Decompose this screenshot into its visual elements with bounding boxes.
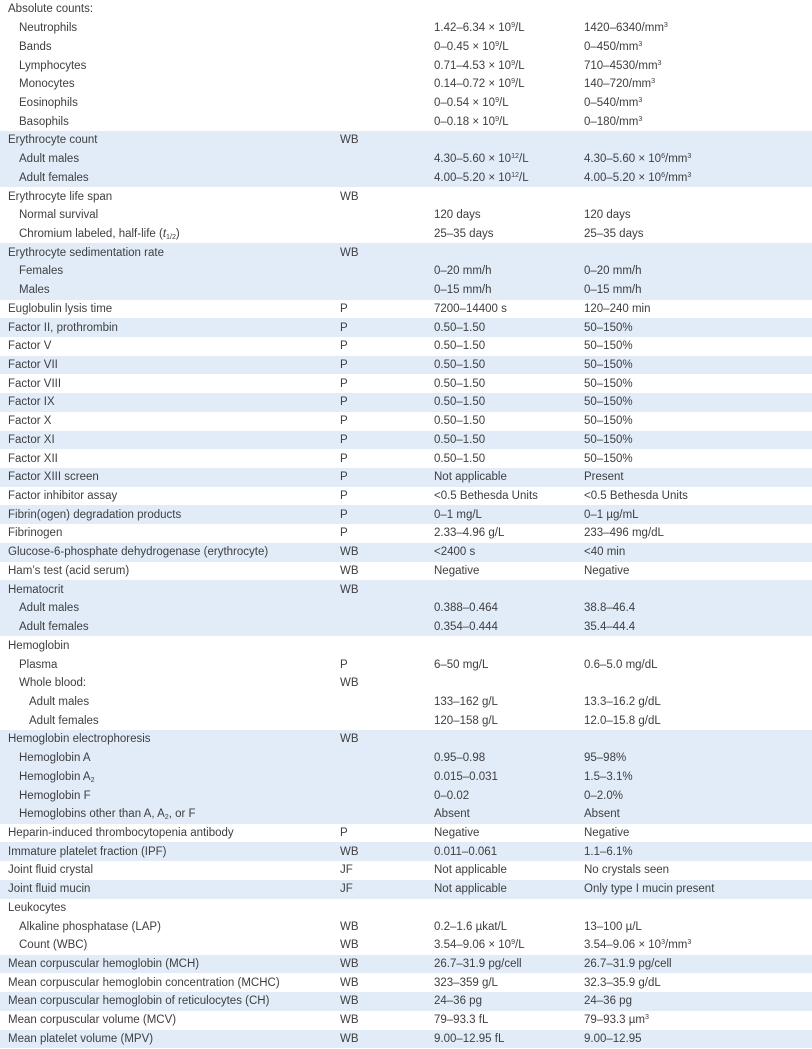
si-units-cell: 0–15 mm/h xyxy=(434,284,492,297)
test-name-cell: Females xyxy=(19,265,64,278)
specimen-cell: P xyxy=(340,527,348,540)
si-units-cell: 0–0.02 xyxy=(434,789,470,802)
test-name-cell: Adult males xyxy=(19,602,80,615)
test-name-cell: Hemoglobin electrophoresis xyxy=(8,733,151,746)
specimen-cell: WB xyxy=(340,845,359,858)
table-row xyxy=(0,618,812,637)
conventional-units-cell: 32.3–35.9 g/dL xyxy=(584,976,661,989)
test-name-cell: Hemoglobin F xyxy=(19,789,91,802)
test-name-cell: Mean corpuscular hemoglobin (MCH) xyxy=(8,958,200,971)
si-units-cell: 0.95–0.98 xyxy=(434,752,486,765)
si-units-cell: 2.33–4.96 g/L xyxy=(434,527,505,540)
si-units-cell: Absent xyxy=(434,808,470,821)
si-units-cell: $0.14-0.72 \times 10^9/L$ xyxy=(434,78,525,91)
conventional-units-cell: 35.4–44.4 xyxy=(584,621,636,634)
table-row xyxy=(0,281,812,300)
conventional-units-cell: 120 days xyxy=(584,209,631,222)
test-name-cell: Factor inhibitor assay xyxy=(8,490,118,503)
specimen-cell: WB xyxy=(340,1032,359,1045)
specimen-cell: WB xyxy=(340,995,359,1008)
specimen-cell: P xyxy=(340,302,348,315)
test-name-cell: Chromium labeled, half-life $(t_{1/2})$ xyxy=(19,227,180,240)
test-name-cell: Joint fluid crystal xyxy=(8,864,94,877)
specimen-cell: WB xyxy=(340,976,359,989)
si-units-cell: 0.50–1.50 xyxy=(434,433,486,446)
table-row xyxy=(0,19,812,38)
si-units-cell: 24–36 pg xyxy=(434,995,482,1008)
test-name-cell: Ham’s test (acid serum) xyxy=(8,564,130,577)
table-row xyxy=(0,112,812,131)
test-name-cell: Absolute counts: xyxy=(8,3,94,16)
table-row xyxy=(0,899,812,918)
table-row xyxy=(0,767,812,786)
specimen-cell: P xyxy=(340,508,348,521)
conventional-units-cell: 0–2.0% xyxy=(584,789,624,802)
table-row xyxy=(0,992,812,1011)
conventional-units-cell: 120–240 min xyxy=(584,302,651,315)
test-name-cell: Heparin-induced thrombocytopenia antibody xyxy=(8,826,234,839)
table-row xyxy=(0,206,812,225)
table-row xyxy=(0,431,812,450)
specimen-cell: WB xyxy=(340,677,359,690)
conventional-units-cell: Present xyxy=(584,471,624,484)
si-units-cell: 26.7–31.9 pg/cell xyxy=(434,958,522,971)
table-row xyxy=(0,562,812,581)
test-name-cell: Factor II, prothrombin xyxy=(8,321,118,334)
test-name-cell: Adult females xyxy=(29,714,99,727)
conventional-units-cell: $140-720/mm^3$ xyxy=(584,78,656,91)
table-row xyxy=(0,131,812,150)
si-units-cell: 0.011–0.061 xyxy=(434,845,498,858)
specimen-cell: WB xyxy=(340,920,359,933)
test-name-cell: Hematocrit xyxy=(8,583,64,596)
si-units-cell: Not applicable xyxy=(434,471,507,484)
conventional-units-cell: $1420-6340/mm^3$ xyxy=(584,22,668,35)
specimen-cell: P xyxy=(340,490,348,503)
conventional-units-cell: 233–496 mg/dL xyxy=(584,527,664,540)
table-row xyxy=(0,861,812,880)
table-row xyxy=(0,168,812,187)
table-row xyxy=(0,56,812,75)
test-name-cell: Lymphocytes xyxy=(19,59,87,72)
table-row xyxy=(0,187,812,206)
conventional-units-cell: 0–20 mm/h xyxy=(584,265,642,278)
test-name-cell: Erythrocyte sedimentation rate xyxy=(8,246,164,259)
table-row xyxy=(0,1030,812,1049)
test-name-cell: Glucose-6-phosphate dehydrogenase (erythrocyte) xyxy=(8,546,269,559)
si-units-cell: <0.5 Bethesda Units xyxy=(434,490,538,503)
test-name-cell: Whole blood: xyxy=(19,677,87,690)
specimen-cell: WB xyxy=(340,246,359,259)
table-row xyxy=(0,711,812,730)
conventional-units-cell: $3.54-9.06 \times 10^3/mm^3$ xyxy=(584,939,692,952)
si-units-cell: 6–50 mg/L xyxy=(434,658,489,671)
conventional-units-cell: 13–100 µ/L xyxy=(584,920,642,933)
si-units-cell: 0.50–1.50 xyxy=(434,415,486,428)
table-row xyxy=(0,150,812,169)
test-name-cell: Factor XIII screen xyxy=(8,471,99,484)
si-units-cell: $0-0.54 \times 10^9/L$ xyxy=(434,96,509,109)
table-row xyxy=(0,786,812,805)
test-name-cell: Hemoglobins other than A, $A_2$, or F xyxy=(19,808,196,821)
test-name-cell: Mean platelet volume (MPV) xyxy=(8,1032,154,1045)
si-units-cell: $0.71-4.53 \times 10^9/L$ xyxy=(434,59,525,72)
test-name-cell: Adult males xyxy=(29,695,90,708)
conventional-units-cell: 24–36 pg xyxy=(584,995,632,1008)
conventional-units-cell: 26.7–31.9 pg/cell xyxy=(584,958,672,971)
test-name-cell: Normal survival xyxy=(19,209,99,222)
table-row xyxy=(0,955,812,974)
si-units-cell: $4.00-5.20 \times 10^{12}/L$ xyxy=(434,171,529,184)
test-name-cell: Factor XII xyxy=(8,452,58,465)
table-row xyxy=(0,337,812,356)
table-row xyxy=(0,842,812,861)
table-row xyxy=(0,356,812,375)
test-name-cell: Factor VII xyxy=(8,359,58,372)
table-row xyxy=(0,543,812,562)
si-units-cell: 0–20 mm/h xyxy=(434,265,492,278)
conventional-units-cell: 0–15 mm/h xyxy=(584,284,642,297)
test-name-cell: Joint fluid mucin xyxy=(8,883,91,896)
specimen-cell: P xyxy=(340,826,348,839)
test-name-cell: Neutrophils xyxy=(19,22,78,35)
table-row xyxy=(0,374,812,393)
specimen-cell: WB xyxy=(340,564,359,577)
test-name-cell: Count (WBC) xyxy=(19,939,88,952)
test-name-cell: Hemoglobin A xyxy=(19,752,91,765)
specimen-cell: P xyxy=(340,452,348,465)
specimen-cell: P xyxy=(340,321,348,334)
si-units-cell: 0.354–0.444 xyxy=(434,621,498,634)
table-row xyxy=(0,524,812,543)
specimen-cell: P xyxy=(340,340,348,353)
table-row xyxy=(0,487,812,506)
conventional-units-cell: 50–150% xyxy=(584,396,633,409)
conventional-units-cell: 0.6–5.0 mg/dL xyxy=(584,658,658,671)
conventional-units-cell: <0.5 Bethesda Units xyxy=(584,490,688,503)
table-row xyxy=(0,805,812,824)
test-name-cell: Hemoglobin $A_2$ xyxy=(19,770,95,783)
test-name-cell: Males xyxy=(19,284,50,297)
table-row xyxy=(0,917,812,936)
conventional-units-cell: Only type I mucin present xyxy=(584,883,715,896)
conventional-units-cell: 50–150% xyxy=(584,452,633,465)
si-units-cell: 133–162 g/L xyxy=(434,695,498,708)
test-name-cell: Alkaline phosphatase (LAP) xyxy=(19,920,161,933)
table-row xyxy=(0,505,812,524)
si-units-cell: 0.50–1.50 xyxy=(434,340,486,353)
table-row xyxy=(0,936,812,955)
conventional-units-cell: 50–150% xyxy=(584,340,633,353)
test-name-cell: Factor V xyxy=(8,340,52,353)
table-row xyxy=(0,225,812,244)
si-units-cell: Not applicable xyxy=(434,864,507,877)
test-name-cell: Factor X xyxy=(8,415,52,428)
si-units-cell: Not applicable xyxy=(434,883,507,896)
specimen-cell: P xyxy=(340,415,348,428)
table-row xyxy=(0,1011,812,1030)
table-row xyxy=(0,0,812,19)
conventional-units-cell: $4.00-5.20 \times 10^6/mm^3$ xyxy=(584,171,692,184)
si-units-cell: Negative xyxy=(434,826,480,839)
conventional-units-cell: 1.1–6.1% xyxy=(584,845,633,858)
si-units-cell: $0-0.45 \times 10^9/L$ xyxy=(434,40,509,53)
table-row xyxy=(0,37,812,56)
test-name-cell: Mean corpuscular volume (MCV) xyxy=(8,1014,177,1027)
si-units-cell: 323–359 g/L xyxy=(434,976,498,989)
si-units-cell: $3.54-9.06 \times 10^9/L$ xyxy=(434,939,525,952)
table-row xyxy=(0,636,812,655)
si-units-cell: 0.50–1.50 xyxy=(434,359,486,372)
conventional-units-cell: 50–150% xyxy=(584,415,633,428)
si-units-cell: 79–93.3 fL xyxy=(434,1014,489,1027)
table-row xyxy=(0,318,812,337)
si-units-cell: 120–158 g/L xyxy=(434,714,498,727)
test-name-cell: Adult females xyxy=(19,621,89,634)
table-row xyxy=(0,655,812,674)
table-row xyxy=(0,749,812,768)
specimen-cell: WB xyxy=(340,190,359,203)
specimen-cell: P xyxy=(340,433,348,446)
test-name-cell: Monocytes xyxy=(19,78,75,91)
table-row xyxy=(0,730,812,749)
conventional-units-cell: 50–150% xyxy=(584,377,633,390)
test-name-cell: Immature platelet fraction (IPF) xyxy=(8,845,167,858)
specimen-cell: WB xyxy=(340,939,359,952)
specimen-cell: WB xyxy=(340,546,359,559)
si-units-cell: 120 days xyxy=(434,209,481,222)
table-row xyxy=(0,243,812,262)
si-units-cell: 9.00–12.95 fL xyxy=(434,1032,505,1045)
conventional-units-cell: Negative xyxy=(584,826,630,839)
test-name-cell: Erythrocyte life span xyxy=(8,190,113,203)
table-row xyxy=(0,824,812,843)
si-units-cell: 0.50–1.50 xyxy=(434,321,486,334)
specimen-cell: P xyxy=(340,359,348,372)
table-row xyxy=(0,393,812,412)
si-units-cell: 0–1 mg/L xyxy=(434,508,482,521)
si-units-cell: 0.2–1.6 µkat/L xyxy=(434,920,508,933)
si-units-cell: 0.388–0.464 xyxy=(434,602,498,615)
si-units-cell: $0-0.18 \times 10^9/L$ xyxy=(434,115,509,128)
conventional-units-cell: 38.8–46.4 xyxy=(584,602,636,615)
table-row xyxy=(0,75,812,94)
test-name-cell: Adult females xyxy=(19,171,89,184)
si-units-cell: 25–35 days xyxy=(434,227,494,240)
specimen-cell: WB xyxy=(340,733,359,746)
table-row xyxy=(0,449,812,468)
conventional-units-cell: 50–150% xyxy=(584,321,633,334)
si-units-cell: 0.50–1.50 xyxy=(434,377,486,390)
test-name-cell: Factor IX xyxy=(8,396,55,409)
conventional-units-cell: Negative xyxy=(584,564,630,577)
specimen-cell: P xyxy=(340,377,348,390)
conventional-units-cell: 25–35 days xyxy=(584,227,644,240)
test-name-cell: Factor XI xyxy=(8,433,55,446)
test-name-cell: Hemoglobin xyxy=(8,639,70,652)
conventional-units-cell: Absent xyxy=(584,808,620,821)
test-name-cell: Basophils xyxy=(19,115,69,128)
specimen-cell: WB xyxy=(340,1014,359,1027)
conventional-units-cell: 12.0–15.8 g/dL xyxy=(584,714,661,727)
si-units-cell: <2400 s xyxy=(434,546,476,559)
table-row xyxy=(0,412,812,431)
conventional-units-cell: $0-450/mm^3$ xyxy=(584,40,643,53)
conventional-units-cell: 1.5–3.1% xyxy=(584,770,633,783)
conventional-units-cell: $710-4530/mm^3$ xyxy=(584,59,662,72)
conventional-units-cell: $4.30-5.60 \times 10^6/mm^3$ xyxy=(584,153,692,166)
si-units-cell: 7200–14400 s xyxy=(434,302,507,315)
test-name-cell: Adult males xyxy=(19,153,80,166)
test-name-cell: Eosinophils xyxy=(19,96,78,109)
test-name-cell: Plasma xyxy=(19,658,58,671)
conventional-units-cell: 13.3–16.2 g/dL xyxy=(584,695,661,708)
specimen-cell: WB xyxy=(340,134,359,147)
test-name-cell: Mean corpuscular hemoglobin of reticulocytes (CH) xyxy=(8,995,270,1008)
table-row xyxy=(0,880,812,899)
table-row xyxy=(0,599,812,618)
conventional-units-cell: 0–1 µg/mL xyxy=(584,508,639,521)
conventional-units-cell: $0-540/mm^3$ xyxy=(584,96,643,109)
test-name-cell: Factor VIII xyxy=(8,377,62,390)
test-name-cell: Euglobulin lysis time xyxy=(8,302,113,315)
conventional-units-cell: 79–93.3 µm$^3$ xyxy=(584,1014,649,1027)
test-name-cell: Leukocytes xyxy=(8,901,67,914)
specimen-cell: P xyxy=(340,471,348,484)
specimen-cell: WB xyxy=(340,583,359,596)
table-row xyxy=(0,674,812,693)
table-row xyxy=(0,580,812,599)
specimen-cell: JF xyxy=(340,883,353,896)
conventional-units-cell: No crystals seen xyxy=(584,864,670,877)
table-row xyxy=(0,300,812,319)
conventional-units-cell: <40 min xyxy=(584,546,626,559)
si-units-cell: 0.015–0.031 xyxy=(434,770,498,783)
si-units-cell: 0.50–1.50 xyxy=(434,396,486,409)
conventional-units-cell: 95–98% xyxy=(584,752,627,765)
test-name-cell: Fibrinogen xyxy=(8,527,63,540)
si-units-cell: $4.30-5.60 \times 10^{12}/L$ xyxy=(434,153,529,166)
si-units-cell: Negative xyxy=(434,564,480,577)
test-name-cell: Mean corpuscular hemoglobin concentration (MCHC) xyxy=(8,976,280,989)
conventional-units-cell: 9.00–12.95 xyxy=(584,1032,642,1045)
conventional-units-cell: 50–150% xyxy=(584,433,633,446)
table-row xyxy=(0,693,812,712)
specimen-cell: P xyxy=(340,396,348,409)
test-name-cell: Erythrocyte count xyxy=(8,134,98,147)
table-row xyxy=(0,94,812,113)
si-units-cell: 0.50–1.50 xyxy=(434,452,486,465)
specimen-cell: WB xyxy=(340,958,359,971)
conventional-units-cell: 50–150% xyxy=(584,359,633,372)
table-row xyxy=(0,973,812,992)
table-row xyxy=(0,262,812,281)
specimen-cell: JF xyxy=(340,864,353,877)
test-name-cell: Fibrin(ogen) degradation products xyxy=(8,508,182,521)
test-name-cell: Bands xyxy=(19,40,52,53)
specimen-cell: P xyxy=(340,658,348,671)
table-row xyxy=(0,468,812,487)
si-units-cell: $1.42-6.34 \times 10^9/L$ xyxy=(434,22,525,35)
conventional-units-cell: $0-180/mm^3$ xyxy=(584,115,643,128)
